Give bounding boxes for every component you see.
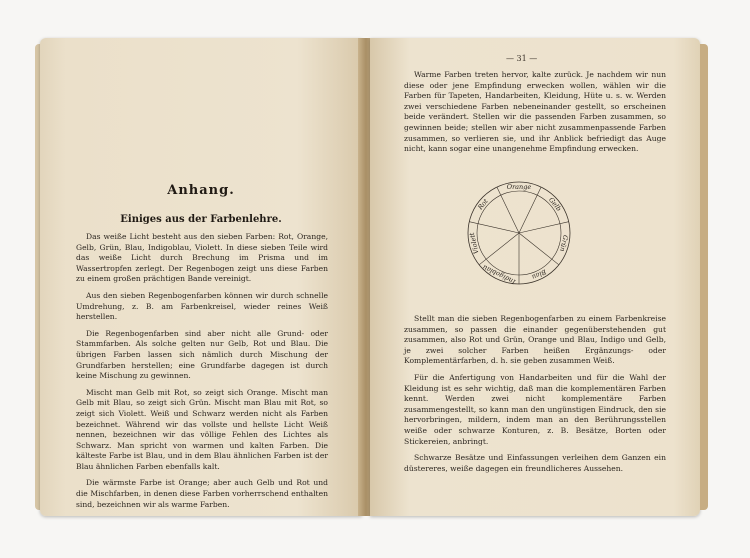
left-text-block: [76, 232, 328, 516]
left-paragraph: Aus den sieben Regenbogenfarben können wir durch schnelle Umdrehung, z. B. am Farbenkreisel, wieder reines Weiß herstellen.: [76, 290, 328, 322]
page-number: — 31 —: [506, 54, 538, 63]
left-paragraph: Die wärmste Farbe ist Orange; aber auch Gelb und Rot und die Mischfarben, in denen diese Farben vorherrschend enthalten sind, bezeichnen wir als warme Farben.: [76, 478, 328, 509]
right-paragraph: Für die Anfertigung von Handarbeiten und für die Wahl der Kleidung ist es sehr wichtig, daß man die komplementären Farben kennt. Werden zwei nicht komplementäre Farben zusammengestellt, so kann man den ungünstigen Eindruck, den sie hervorbringen, mildern, indem man an den Berührungsstellen weiße oder schwarze Konturen, z. B. Besätze, Borten oder Stickereien, anbringt.: [404, 372, 666, 446]
left-paragraph: Mischt man Gelb mit Rot, so zeigt sich Orange. Mischt man Gelb mit Blau, so zeigt sich Grün. Mischt man Blau mit Rot, so zeigt sich Violett. Weiß und Schwarz werden nicht als Farben bezeichnet. Während wir das vollste und hellste Licht Weiß nennen, bezeichnen wir das völlige Fehlen des Lichtes als Schwarz. Man spricht von warmen und kalten Farben. Die kälteste Farbe ist Blau, und in dem Blau ähnlichen Farben ist der Blau ähnlichen Farben ebenfalls kalt.: [76, 387, 328, 471]
color-wheel-diagram: [466, 180, 572, 286]
wheel-spoke: [519, 187, 541, 233]
section-title: Einiges aus der Farbenlehre.: [120, 214, 282, 225]
wheel-color-label: Blau: [530, 267, 548, 282]
wheel-spoke: [519, 233, 559, 265]
left-paragraph: Das weiße Licht besteht aus den sieben Farben: Rot, Orange, Gelb, Grün, Blau, Indigoblau, Violett. In diese sieben Teile wird das weiße Licht durch Brechung im Prisma und im Wassertropfen zerlegt. Der Regenbogen zeigt uns diese Farben zu einem großen prächtigen Bande vereinigt.: [76, 232, 328, 284]
wheel-color-label: Indigoblau: [481, 263, 517, 286]
wheel-labels: [468, 183, 570, 286]
right-paragraph: Schwarze Besätze und Einfassungen verleihen dem Ganzen ein düstereres, weiße dagegen ein freundlicheres Aussehen.: [404, 453, 666, 473]
left-page: [40, 38, 362, 516]
wheel-color-label: Orange: [506, 183, 532, 191]
wheel-color-label: Rot: [476, 197, 490, 212]
left-paragraph: Die Regenbogenfarben sind aber nicht alle Grund- oder Stammfarben. Als solche gelten nur Gelb, Rot und Blau. Die übrigen Farben lassen sich nämlich durch Mischung der Grundfarben herstellen; eine Grundfarbe dagegen ist durch keine Mischung zu gewinnen.: [76, 328, 328, 381]
right-paragraph: Warme Farben treten hervor, kalte zurück. Je nachdem wir nun diese oder jene Empfindung erwecken wollen, wählen wir die Farben für Tapeten, Handarbeiten, Kleidung, Hüte u. s. w. Werden zwei verschiedene Farben nebeneinander gestellt, so erscheinen beide verändert. Stellen wir die passenden Farben zusammen, so gewinnen beide; stellen wir aber nicht zusammenpassende Farben zusammen, so verlieren sie, und ihr Anblick befriedigt das Auge nicht, kann sogar eine unangenehme Empfindung erwecken.: [404, 70, 666, 154]
right-page-edge: [700, 44, 708, 510]
wheel-spoke: [497, 187, 519, 233]
wheel-color-label: Violett: [467, 231, 481, 255]
open-book: [40, 38, 710, 516]
wheel-color-label: Gelb: [547, 195, 563, 213]
right-text-bottom: [404, 314, 666, 480]
appendix-title: Anhang.: [167, 183, 235, 198]
wheel-color-label: Grün: [558, 234, 570, 253]
wheel-spoke: [479, 233, 519, 265]
right-paragraph: Stellt man die sieben Regenbogenfarben zu einem Farbenkreise zusammen, so passen die einander gegenüberstehenden gut zusammen, also Rot und Grün, Orange und Blau, Indigo und Gelb, je zwei solcher Farben heißen Ergänzungs- oder Komplementärfarben, d. h. sie geben zusammen Weiß.: [404, 314, 666, 366]
right-text-top: [404, 70, 666, 161]
right-page: [370, 38, 700, 516]
